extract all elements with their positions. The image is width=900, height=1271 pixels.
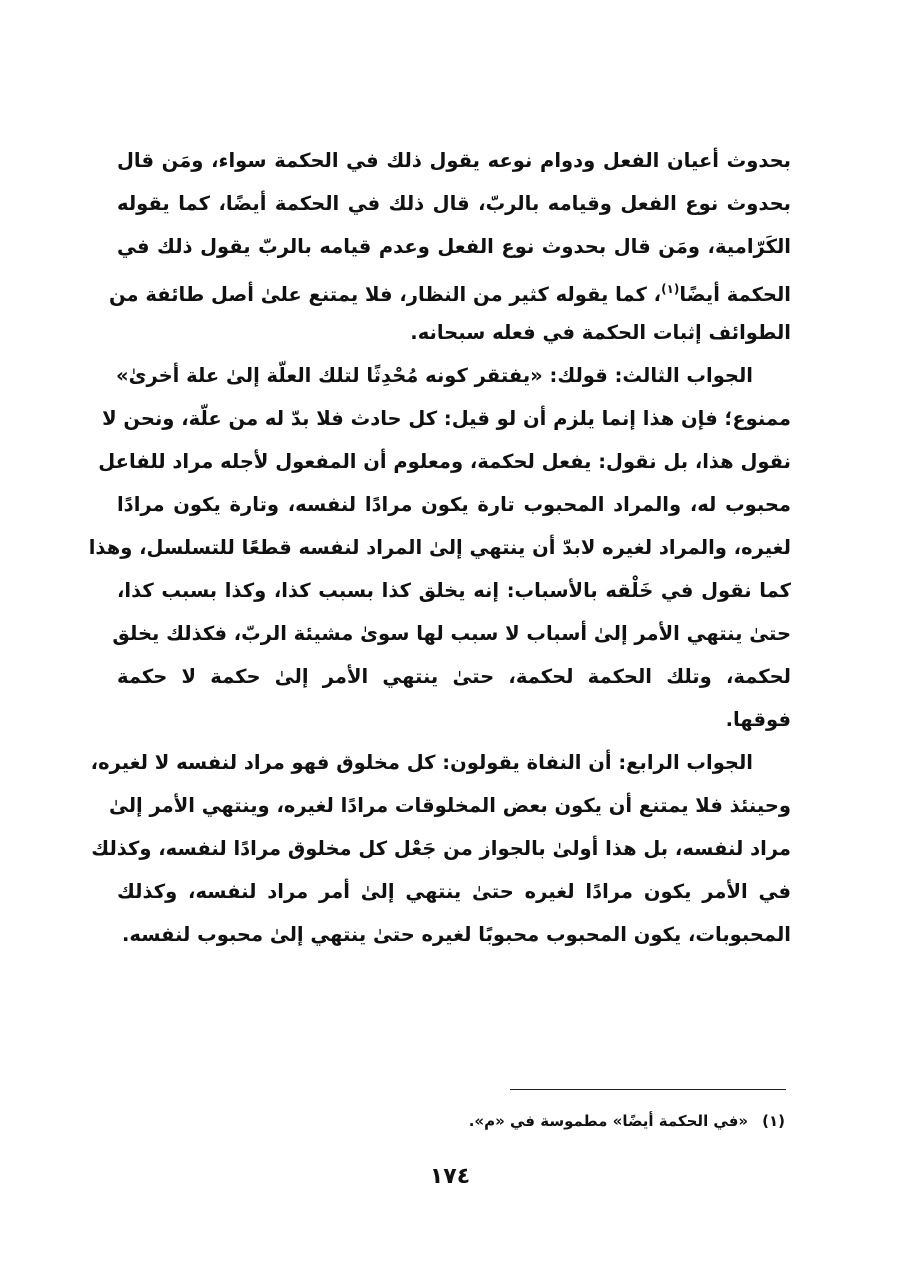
body-text bbox=[88, 139, 791, 956]
footnote bbox=[469, 1112, 785, 1130]
text-line: مراد لنفسه، بل هذا أولىٰ بالجواز من جَعْل كل مخلوق مرادًا لنفسه، وكذلك bbox=[91, 837, 791, 860]
text-line: الطوائف إثبات الحكمة في فعله سبحانه. bbox=[410, 321, 791, 344]
text-line: لغيره، والمراد لغيره لابدّ أن ينتهي إلىٰ المراد لنفسه قطعًا للتسلسل، وهذا bbox=[88, 536, 791, 559]
text-line: كما نقول في خَلْقه بالأسباب: إنه يخلق كذا بسبب كذا، وكذا بسبب كذا، bbox=[117, 579, 791, 602]
footnote-divider bbox=[510, 1089, 786, 1090]
text-line: في الأمر يكون مرادًا لغيره حتىٰ ينتهي إلىٰ أمر مراد لنفسه، وكذلك bbox=[117, 880, 791, 903]
footnote-text: «في الحكمة أيضًا» مطموسة في «م». bbox=[468, 1112, 749, 1130]
text-line: بحدوث أعيان الفعل ودوام نوعه يقول ذلك في الحكمة سواء، ومَن قال bbox=[117, 149, 791, 172]
text-line: حتىٰ ينتهي الأمر إلىٰ أسباب لا سبب لها سوىٰ مشيئة الربّ، فكذلك يخلق bbox=[112, 622, 791, 645]
text-line: بحدوث نوع الفعل وقيامه بالربّ، قال ذلك في الحكمة أيضًا، كما يقوله bbox=[117, 192, 791, 215]
text-segment: ، كما يقوله كثير من النظار، فلا يمتنع علىٰ أصل طائفة من bbox=[108, 283, 662, 306]
text-line: وحينئذ فلا يمتنع أن يكون بعض المخلوقات مرادًا لغيره، وينتهي الأمر إلىٰ bbox=[108, 794, 791, 817]
text-line: الكَرّامية، ومَن قال بحدوث نوع الفعل وعدم قيامه بالربّ يقول ذلك في bbox=[117, 235, 791, 258]
text-line: لحكمة، وتلك الحكمة لحكمة، حتىٰ ينتهي الأمر إلىٰ حكمة لا حكمة bbox=[117, 665, 791, 688]
text-line: الجواب الرابع: أن النفاة يقولون: كل مخلوق فهو مراد لنفسه لا لغيره، bbox=[90, 751, 753, 774]
paragraph bbox=[90, 741, 791, 956]
footnote-number: (١) bbox=[762, 1112, 785, 1130]
text-line: فوقها. bbox=[725, 708, 791, 731]
text-line: محبوب له، والمراد المحبوب تارة يكون مرادًا لنفسه، وتارة يكون مرادًا bbox=[117, 493, 791, 516]
footnote-reference[interactable]: (١) bbox=[661, 282, 680, 296]
text-line: نقول هذا، بل نقول: يفعل لحكمة، ومعلوم أن المفعول لأجله مراد للفاعل bbox=[98, 450, 791, 473]
text-segment: الحكمة أيضًا bbox=[679, 283, 791, 306]
text-line: الجواب الثالث: قولك: «يفتقر كونه مُحْدِثًا لتلك العلّة إلىٰ علة أخرىٰ» bbox=[116, 364, 753, 387]
text-line: المحبوبات، يكون المحبوب محبوبًا لغيره حتىٰ ينتهي إلىٰ محبوب لنفسه. bbox=[121, 923, 791, 946]
paragraph bbox=[88, 354, 791, 741]
text-line: ممنوع؛ فإن هذا إنما يلزم أن لو قيل: كل حادث فلا بدّ له من علّة، ونحن لا bbox=[102, 407, 791, 430]
text-line bbox=[108, 268, 791, 311]
paragraph bbox=[108, 139, 791, 354]
page-number: ١٧٤ bbox=[429, 1164, 471, 1189]
